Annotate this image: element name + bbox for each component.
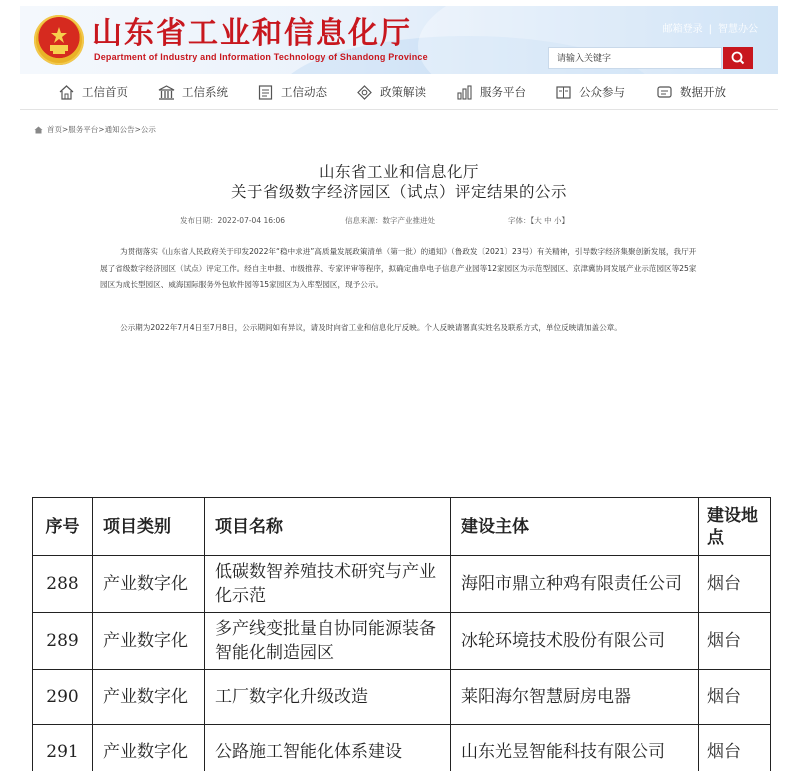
cell-project-name: 公路施工智能化体系建设 xyxy=(205,725,451,771)
article-title-line1: 山东省工业和信息化厅 xyxy=(318,163,479,181)
col-header-category: 项目类别 xyxy=(93,498,205,556)
cell-location: 烟台 xyxy=(699,670,771,725)
mailbox-login-link[interactable]: 邮箱登录 xyxy=(662,24,703,35)
breadcrumb-text[interactable]: 首页>服务平台>通知公告>公示 xyxy=(47,125,156,134)
search-icon xyxy=(723,47,753,69)
nav-item-label: 政策解读 xyxy=(380,85,426,99)
search-button[interactable] xyxy=(723,47,753,69)
site-header-banner xyxy=(20,6,778,74)
nav-item-news[interactable] xyxy=(257,83,327,101)
data-icon xyxy=(656,84,673,101)
site-title: 山东省工业和信息化厅 xyxy=(92,16,412,51)
cell-builder: 山东光昱智能科技有限公司 xyxy=(451,725,699,771)
col-header-index: 序号 xyxy=(33,498,93,556)
service-icon xyxy=(456,84,473,101)
cell-location: 烟台 xyxy=(699,556,771,613)
cell-index: 290 xyxy=(33,670,93,725)
participation-icon xyxy=(555,84,572,101)
cell-category: 产业数字化 xyxy=(93,725,205,771)
font-size-switcher[interactable]: 字体：【大 中 小】 xyxy=(508,216,570,225)
table-row xyxy=(33,556,771,613)
nav-item-service[interactable] xyxy=(456,83,526,101)
cell-project-name: 多产线变批量自协同能源装备智能化制造园区 xyxy=(205,613,451,670)
nav-item-label: 工信首页 xyxy=(82,85,128,99)
col-header-builder: 建设主体 xyxy=(451,498,699,556)
cell-location: 烟台 xyxy=(699,725,771,771)
nav-item-home[interactable] xyxy=(58,83,128,101)
table-row xyxy=(33,670,771,725)
publish-date: 发布日期：2022-07-04 16:06 xyxy=(180,216,286,225)
cell-category: 产业数字化 xyxy=(93,613,205,670)
nav-item-label: 公众参与 xyxy=(579,85,625,99)
cell-location: 烟台 xyxy=(699,613,771,670)
table-row xyxy=(33,725,771,771)
cell-project-name: 低碳数智养殖技术研究与产业化示范 xyxy=(205,556,451,613)
cell-builder: 海阳市鼎立种鸡有限责任公司 xyxy=(451,556,699,613)
top-links xyxy=(663,20,758,35)
col-header-location: 建设地点 xyxy=(699,498,771,556)
breadcrumb xyxy=(34,124,156,135)
search-input[interactable]: 请输入关键字 xyxy=(548,47,722,69)
nav-item-label: 工信系统 xyxy=(182,85,228,99)
building-icon xyxy=(158,84,175,101)
cell-project-name: 工厂数字化升级改造 xyxy=(205,670,451,725)
article-title-line2: 关于省级数字经济园区（试点）评定结果的公示 xyxy=(230,183,567,201)
nav-item-label: 数据开放 xyxy=(680,85,726,99)
site-subtitle: Department of Industry and Information Technology of Shandong Province xyxy=(94,52,428,62)
nav-item-policy[interactable] xyxy=(356,83,426,101)
cell-index: 289 xyxy=(33,613,93,670)
home-icon xyxy=(58,84,75,101)
table-header-row xyxy=(33,498,771,556)
national-emblem-icon xyxy=(34,15,84,65)
col-header-project-name: 项目名称 xyxy=(205,498,451,556)
article-paragraph: 公示期为2022年7月4日至7月8日，公示期间如有异议，请及时向省工业和信息化厅反映。个人反映请署真实姓名及联系方式，单位反映请加盖公章。 xyxy=(120,323,622,332)
nav-item-participation[interactable] xyxy=(555,83,625,101)
table-row xyxy=(33,613,771,670)
nav-item-open-data[interactable] xyxy=(656,83,726,101)
home-icon xyxy=(34,126,43,134)
policy-icon xyxy=(356,84,373,101)
cell-category: 产业数字化 xyxy=(93,556,205,613)
main-nav xyxy=(20,74,778,110)
article-paragraph: 为贯彻落实《山东省人民政府关于印发2022年“稳中求进”高质量发展政策清单（第一批）的通知》（鲁政发〔2021〕23号）有关精神，引导数字经济集聚创新发展，我厅开展了省级数字经济园区（试点）评定工作。经自主申报、市级推荐、专家评审等程序，拟确定曲阜电子信息产业园等12家园区为示范型园区、京津冀协同发展产业示范园区等25家园区为成长型园区、威海国际服务外包软件园等15家园区为入库型园区，现予公示。 xyxy=(100,247,697,290)
info-source: 信息来源：数字产业推进处 xyxy=(345,216,435,225)
nav-item-label: 服务平台 xyxy=(480,85,526,99)
cell-category: 产业数字化 xyxy=(93,670,205,725)
news-icon xyxy=(257,84,274,101)
smart-office-link[interactable]: 智慧办公 xyxy=(718,24,758,35)
cell-builder: 莱阳海尔智慧厨房电器 xyxy=(451,670,699,725)
cell-index: 291 xyxy=(33,725,93,771)
cell-builder: 冰轮环境技术股份有限公司 xyxy=(451,613,699,670)
link-separator: | xyxy=(708,24,712,35)
cell-index: 288 xyxy=(33,556,93,613)
nav-item-system[interactable] xyxy=(158,83,228,101)
results-table xyxy=(32,497,771,771)
nav-item-label: 工信动态 xyxy=(281,85,327,99)
